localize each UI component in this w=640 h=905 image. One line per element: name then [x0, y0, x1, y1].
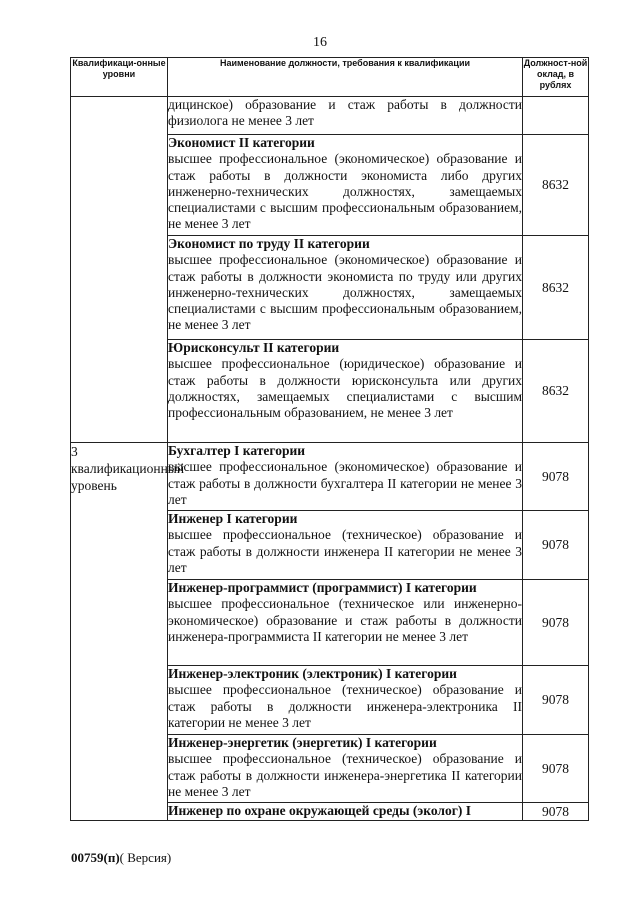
position-cell — [168, 666, 523, 735]
position-cell — [168, 803, 523, 821]
position-title: Экономист по труду II категории — [168, 236, 370, 251]
position-requirements: дицинское) образование и стаж работы в должности физиолога не менее 3 лет — [168, 97, 522, 129]
position-requirements: высшее профессиональное (техническое) образование и стаж работы в должности инженера-энергетика II категории не менее 3 лет — [168, 751, 522, 799]
table-header-row — [71, 58, 589, 97]
position-cell — [168, 135, 523, 236]
salary-cell: 9078 — [523, 580, 589, 666]
salary-cell: 9078 — [523, 443, 589, 511]
position-requirements: высшее профессиональное (экономическое) образование и стаж работы в должности экономиста по труду или других инженерно-технических должностях, замещаемых специалистами с высшим профессиональным образованием, не менее 3 лет — [168, 252, 522, 333]
position-requirements: высшее профессиональное (юридическое) образование и стаж работы в должности юрисконсульта или других должностях, замещаемых специалистами с высшим профессиональным образованием, не менее 3 лет — [168, 356, 522, 421]
qualification-level-label: 3 квалификационный уровень — [71, 444, 185, 493]
table-row — [71, 97, 589, 135]
qualification-table — [70, 57, 589, 821]
position-requirements: высшее профессиональное (техническое) образование и стаж работы в должности инженера-электроника II категории не менее 3 лет — [168, 682, 522, 730]
position-title: Инженер-программист (программист) I категории — [168, 580, 477, 595]
qualification-level-cell — [71, 443, 185, 821]
table-row — [71, 443, 589, 511]
salary-cell: 9078 — [523, 803, 589, 821]
position-cell — [168, 97, 523, 135]
position-title: Бухгалтер I категории — [168, 443, 306, 458]
position-title: Инженер I категории — [168, 511, 298, 526]
salary-cell: 8632 — [523, 340, 589, 443]
level-cell-empty — [71, 97, 168, 443]
position-requirements: высшее профессиональное (экономическое) образование и стаж работы в должности бухгалтера II категории не менее 3 лет — [168, 459, 522, 507]
page-number: 16 — [313, 35, 327, 50]
position-cell — [168, 580, 523, 666]
position-requirements: высшее профессиональное (техническое) образование и стаж работы в должности инженера II категории не менее 3 лет — [168, 527, 522, 575]
document-version: ( Версия) — [119, 850, 172, 865]
salary-cell: 9078 — [523, 666, 589, 735]
header-qualification-levels: Квалификаци-онные уровни — [71, 58, 168, 97]
position-cell — [168, 443, 523, 511]
salary-cell: 9078 — [523, 511, 589, 580]
document-footer — [71, 850, 171, 866]
position-cell — [168, 735, 523, 803]
position-title: Инженер-электроник (электроник) I категории — [168, 666, 457, 681]
position-title: Инженер-энергетик (энергетик) I категории — [168, 735, 437, 750]
header-salary: Должност-ной оклад, в рублях — [523, 58, 589, 97]
salary-cell: 8632 — [523, 135, 589, 236]
position-title: Инженер по охране окружающей среды (эколог) I — [168, 803, 471, 818]
position-cell — [168, 340, 523, 443]
position-requirements: высшее профессиональное (техническое или инженерно-экономическое) образование и стаж работы в должности инженера-программиста II категории не менее 3 лет — [168, 596, 522, 644]
salary-cell — [523, 97, 589, 135]
salary-cell: 8632 — [523, 236, 589, 340]
salary-cell: 9078 — [523, 735, 589, 803]
document-code: 00759(п) — [71, 850, 120, 865]
position-title: Экономист II категории — [168, 135, 315, 150]
header-position-requirements: Наименование должности, требования к квалификации — [168, 58, 523, 97]
position-cell — [168, 236, 523, 340]
position-requirements: высшее профессиональное (экономическое) образование и стаж работы в должности экономиста либо других инженерно-технических должностях, замещаемых специалистами с высшим профессиональным образованием, не менее 3 лет — [168, 151, 522, 232]
position-cell — [168, 511, 523, 580]
position-title: Юрисконсульт II категории — [168, 340, 340, 355]
